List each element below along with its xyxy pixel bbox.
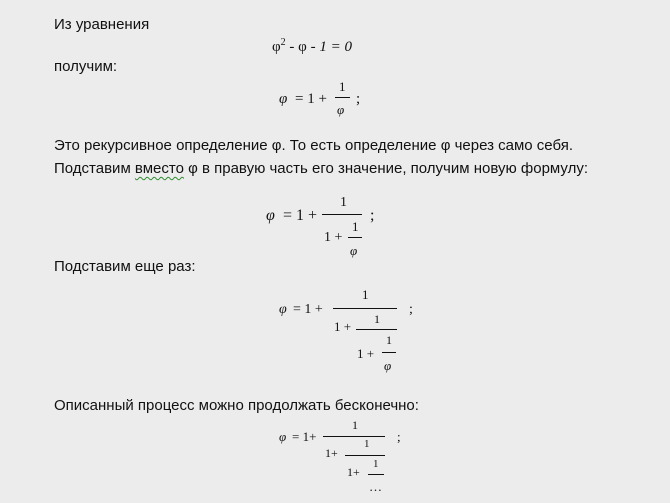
- f4-phi: φ: [279, 429, 287, 444]
- f4-bar: [323, 436, 385, 437]
- f2-inner-num: 1: [352, 219, 359, 234]
- f4-eq: = 1+: [292, 429, 317, 444]
- f4-ellipsis: …: [369, 479, 382, 494]
- f3-inner-den: φ: [384, 358, 392, 373]
- f1-phi: φ: [279, 91, 288, 107]
- f3-semicolon: ;: [409, 302, 413, 317]
- f1-bar: [335, 97, 350, 98]
- f4-inner-bar: [368, 474, 384, 475]
- f2-semicolon: ;: [370, 207, 375, 224]
- f2-bar: [322, 214, 362, 215]
- f4-mid-oneplus: 1+: [347, 465, 360, 479]
- f4-mid-bar: [345, 455, 385, 456]
- f3-num: 1: [362, 287, 369, 302]
- f2-den-oneplus: 1 +: [324, 230, 343, 245]
- infinite-text: Описанный процесс можно продолжать бесконечно:: [54, 397, 419, 414]
- f2-phi: φ: [266, 207, 275, 224]
- f3-mid-num: 1: [374, 312, 380, 326]
- f4-inner-num: 1: [373, 458, 379, 470]
- substitute-text: [54, 160, 588, 177]
- substitute-part-b: вместо: [134, 160, 184, 177]
- f3-mid-bar: [356, 329, 397, 330]
- f3-bar: [333, 308, 397, 309]
- f2-inner-bar: [348, 237, 362, 238]
- substitute-part-a: Подставим: [54, 160, 135, 177]
- f3-eq: = 1 +: [293, 302, 323, 317]
- again-text: Подставим еще раз:: [54, 258, 196, 275]
- f1-semicolon: ;: [356, 91, 361, 107]
- f3-phi: φ: [279, 302, 287, 317]
- eq-phi: φ: [272, 39, 281, 55]
- f4-semicolon: ;: [397, 429, 401, 444]
- quadratic-equation: [272, 37, 352, 56]
- got-text: получим:: [54, 58, 118, 75]
- f4-num: 1: [352, 418, 358, 432]
- f4-mid-num: 1: [364, 438, 370, 450]
- f4-den-oneplus: 1+: [325, 446, 338, 460]
- f1-num: 1: [339, 79, 346, 94]
- f2-num: 1: [340, 195, 347, 210]
- eq-middle: - φ -: [285, 39, 316, 55]
- eq-right: 1 = 0: [319, 39, 352, 55]
- f3-inner-bar: [382, 352, 396, 353]
- intro-text: Из уравнения: [54, 16, 150, 33]
- f2-inner-den: φ: [350, 243, 358, 258]
- f3-mid-oneplus: 1 +: [357, 346, 375, 361]
- f1-eq: = 1 +: [295, 91, 327, 107]
- f3-inner-num: 1: [386, 333, 392, 347]
- eq-exponent: 2: [280, 37, 286, 48]
- recursive-text: Это рекурсивное определение φ. То есть определение φ через само себя.: [54, 137, 574, 154]
- f2-eq: = 1 +: [283, 207, 318, 224]
- f3-den-oneplus: 1 +: [334, 319, 352, 334]
- f1-den: φ: [337, 102, 345, 117]
- substitute-part-c: φ в правую часть его значение, получим новую формулу:: [183, 160, 588, 177]
